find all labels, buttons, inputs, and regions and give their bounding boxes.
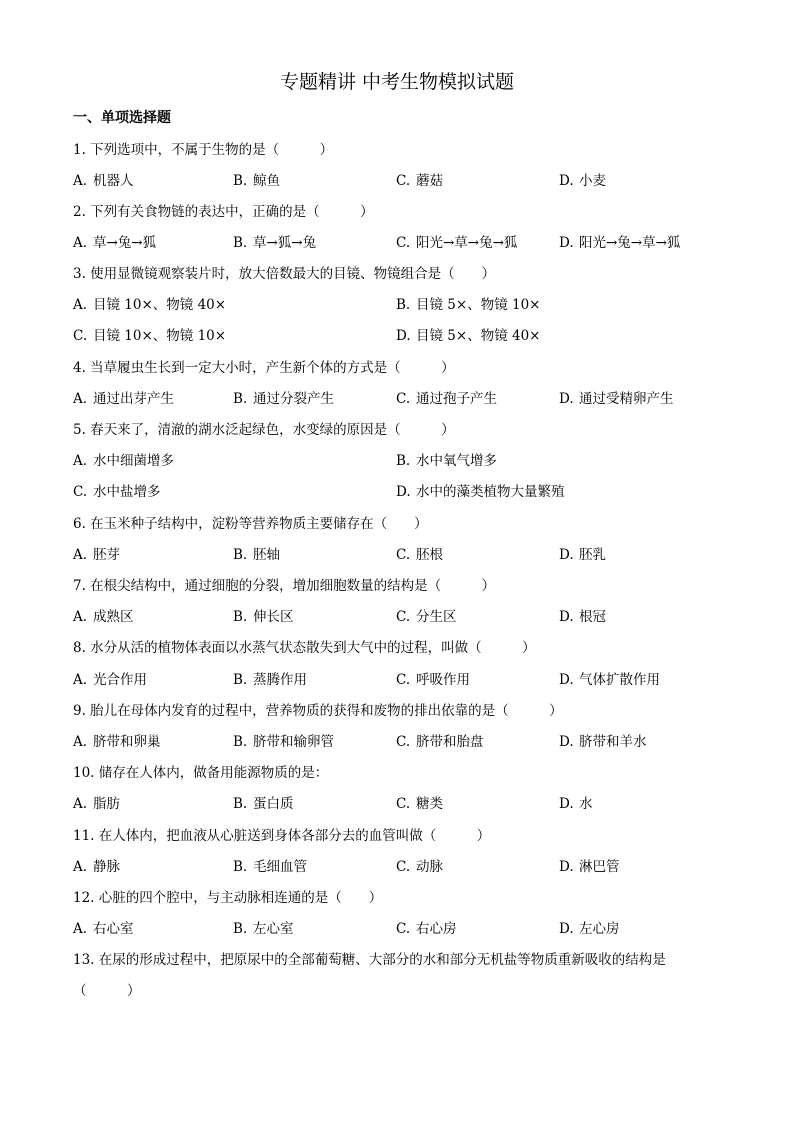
question-5-option-c: C. 水中盐增多 [73, 484, 161, 500]
question-12-option-c: C. 右心房 [396, 921, 457, 937]
question-3-option-a: A. 目镜 10×、物镜 40× [73, 297, 227, 313]
question-5-option-d: D. 水中的藻类植物大量繁殖 [396, 484, 565, 500]
question-11-option-d: D. 淋巴管 [559, 859, 620, 875]
question-13-stem: 13. 在尿的形成过程中，把原尿中的全部葡萄糖、大部分的水和部分无机盐等物质重新吸收的结构是（ ） [73, 952, 666, 999]
question-1-option-c: C. 蘑菇 [396, 173, 443, 189]
question-11-option-a: A. 静脉 [73, 859, 120, 875]
question-4-option-b: B. 通过分裂产生 [233, 391, 334, 407]
question-9-option-c: C. 脐带和胎盘 [396, 734, 484, 750]
question-3-option-d: D. 目镜 5×、物镜 40× [396, 328, 541, 344]
question-5-option-b: B. 水中氧气增多 [396, 453, 497, 469]
question-8-option-c: C. 呼吸作用 [396, 672, 470, 688]
question-7-option-c: C. 分生区 [396, 609, 457, 625]
question-6-option-b: B. 胚轴 [233, 547, 280, 563]
question-11-stem: 11. 在人体内，把血液从心脏送到身体各部分去的血管叫做（ ） [73, 828, 491, 844]
question-2-option-a: A. 草→兔→狐 [73, 235, 157, 251]
question-3-stem: 3. 使用显微镜观察装片时，放大倍数最大的目镜、物镜组合是（ ） [73, 266, 496, 282]
question-1-option-d: D. 小麦 [559, 173, 606, 189]
question-8-option-a: A. 光合作用 [73, 672, 147, 688]
question-12-option-d: D. 左心房 [559, 921, 620, 937]
question-3-option-b: B. 目镜 5×、物镜 10× [396, 297, 541, 313]
question-2-option-b: B. 草→狐→兔 [233, 235, 317, 251]
question-2-option-d: D. 阳光→兔→草→狐 [559, 235, 681, 251]
question-11-option-c: C. 动脉 [396, 859, 443, 875]
question-9-option-b: B. 脐带和输卵管 [233, 734, 334, 750]
question-10-option-c: C. 糖类 [396, 796, 443, 812]
question-9-option-a: A. 脐带和卵巢 [73, 734, 161, 750]
question-4-stem: 4. 当草履虫生长到一定大小时，产生新个体的方式是（ ） [73, 360, 455, 376]
question-12-stem: 12. 心脏的四个腔中，与主动脉相连通的是（ ） [73, 890, 383, 906]
question-9-option-d: D. 脐带和羊水 [559, 734, 647, 750]
question-7-option-d: D. 根冠 [559, 609, 606, 625]
question-6-stem: 6. 在玉米种子结构中，淀粉等营养物质主要储存在（ ） [73, 516, 428, 532]
question-5-stem: 5. 春天来了，清澈的湖水泛起绿色，水变绿的原因是（ ） [73, 422, 455, 438]
question-9-stem: 9. 胎儿在母体内发育的过程中，营养物质的获得和废物的排出依靠的是（ ） [73, 703, 563, 719]
question-4-option-c: C. 通过孢子产生 [396, 391, 497, 407]
question-2-option-c: C. 阳光→草→兔→狐 [396, 235, 518, 251]
question-12-option-a: A. 右心室 [73, 921, 134, 937]
question-6-option-d: D. 胚乳 [559, 547, 606, 563]
question-11-option-b: B. 毛细血管 [233, 859, 307, 875]
question-5-option-a: A. 水中细菌增多 [73, 453, 174, 469]
question-6-option-a: A. 胚芽 [73, 547, 120, 563]
question-1-option-a: A. 机器人 [73, 173, 134, 189]
question-4-option-d: D. 通过受精卵产生 [559, 391, 674, 407]
question-10-option-d: D. 水 [559, 796, 593, 812]
page-title: 专题精讲 中考生物模拟试题 [279, 71, 515, 93]
question-8-stem: 8. 水分从活的植物体表面以水蒸气状态散失到大气中的过程，叫做（ ） [73, 640, 536, 656]
question-3-option-c: C. 目镜 10×、物镜 10× [73, 328, 227, 344]
question-10-option-a: A. 脂肪 [73, 796, 120, 812]
section-heading: 一、单项选择题 [73, 110, 171, 126]
question-6-option-c: C. 胚根 [396, 547, 443, 563]
question-10-stem: 10. 储存在人体内，做备用能源物质的是： [73, 765, 329, 781]
question-7-option-b: B. 伸长区 [233, 609, 294, 625]
question-12-option-b: B. 左心室 [233, 921, 294, 937]
question-8-option-b: B. 蒸腾作用 [233, 672, 307, 688]
question-8-option-d: D. 气体扩散作用 [559, 672, 660, 688]
question-2-stem: 2. 下列有关食物链的表达中，正确的是（ ） [73, 204, 374, 220]
question-1-stem: 1. 下列选项中，不属于生物的是（ ） [73, 142, 334, 158]
question-7-option-a: A. 成熟区 [73, 609, 134, 625]
question-1-option-b: B. 鲸鱼 [233, 173, 280, 189]
question-7-stem: 7. 在根尖结构中，通过细胞的分裂，增加细胞数量的结构是（ ） [73, 578, 496, 594]
question-4-option-a: A. 通过出芽产生 [73, 391, 174, 407]
question-10-option-b: B. 蛋白质 [233, 796, 294, 812]
